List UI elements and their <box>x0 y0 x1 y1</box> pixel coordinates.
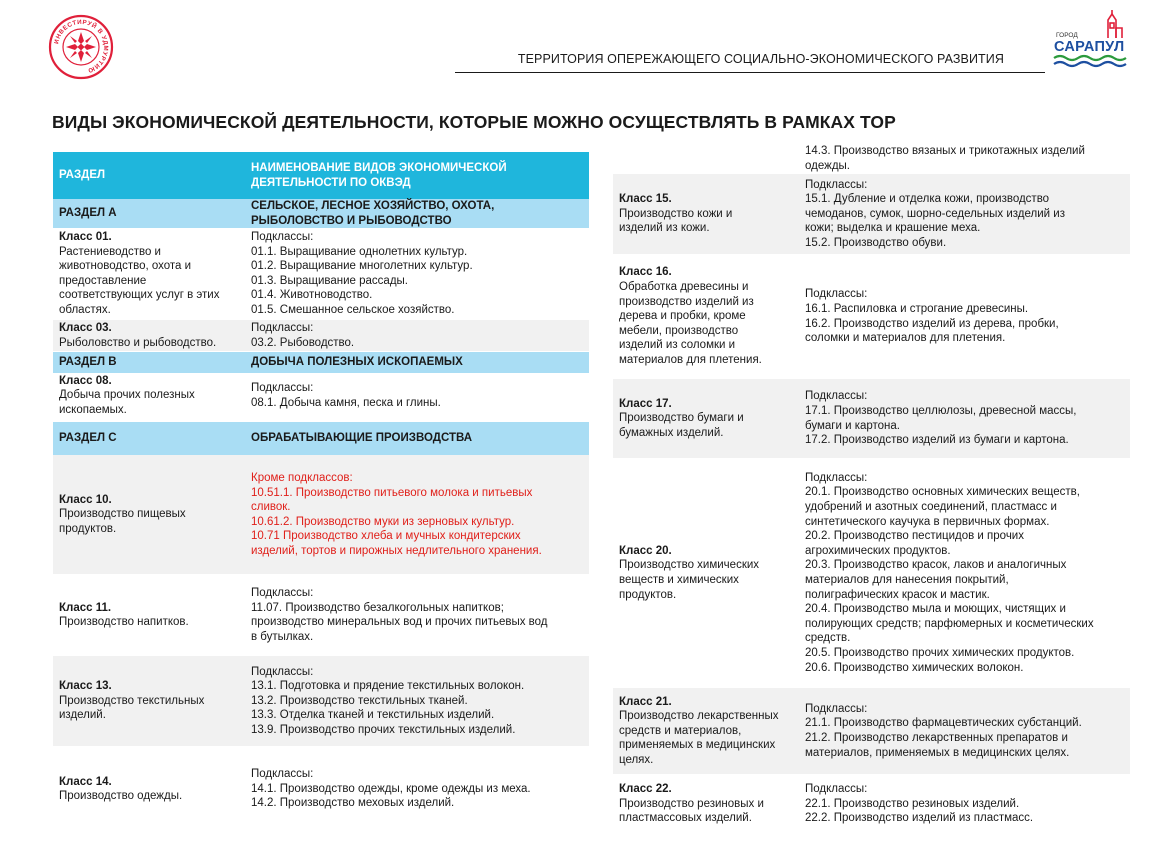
subclass-line: Подклассы: <box>251 322 314 335</box>
logo-small-text: ГОРОД <box>1056 32 1078 39</box>
subclass-line: Подклассы: <box>805 702 868 715</box>
subclass-line: 16.1. Распиловка и строгание древесины. <box>805 302 1029 315</box>
class-description-line: Производство лекарственных <box>619 710 779 723</box>
subclass-line: кожи; выделка и крашение меха. <box>805 222 981 235</box>
subclass-cell <box>245 580 589 653</box>
class-title: Класс 03. <box>59 322 112 335</box>
section-name-line: РЫБОЛОВСТВО И РЫБОВОДСТВО <box>251 214 452 227</box>
subclass-cell <box>245 228 589 320</box>
class-description-line: материалов для плетения. <box>619 353 762 366</box>
class-description-line: Производство бумаги и <box>619 412 744 425</box>
class-cell <box>53 580 245 653</box>
subclass-cell <box>245 373 589 420</box>
class-row <box>53 455 589 577</box>
class-description-line: Производство кожи и <box>619 207 733 220</box>
class-cell <box>613 688 799 776</box>
header-divider <box>455 72 1045 73</box>
class-row <box>613 778 1130 830</box>
subclass-line: Подклассы: <box>251 768 314 781</box>
subclass-line: 17.2. Производство изделий из бумаги и картона. <box>805 434 1069 447</box>
emblem-ring-text: ИНВЕСТИРУЙ В УДМУРТИЮ <box>53 18 110 74</box>
subclass-line: 10.51.1. Производство питьевого молока и питьевых <box>251 486 533 499</box>
invest-udmurtia-emblem-icon <box>48 14 114 80</box>
class-description-line: Обработка древесины и <box>619 281 749 294</box>
class-row <box>613 174 1130 256</box>
subclass-line: 20.3. Производство красок, лаков и аналогичных <box>805 559 1067 572</box>
class-description-line: пластмассовых изделий. <box>619 812 752 825</box>
class-title: Класс 22. <box>619 783 672 796</box>
subclass-cell <box>245 752 589 826</box>
class-cell <box>53 752 245 826</box>
subclass-line: 20.1. Производство основных химических веществ, <box>805 486 1080 499</box>
class-row <box>613 144 1130 174</box>
class-title: Класс 08. <box>59 374 112 387</box>
subclass-line: 13.2. Производство текстильных тканей. <box>251 694 468 707</box>
subclass-line: Кроме подклассов: <box>251 471 353 484</box>
class-cell <box>613 778 799 830</box>
class-title: Класс 17. <box>619 397 672 410</box>
section-name <box>245 199 589 228</box>
sarapul-city-logo-icon <box>1050 8 1132 74</box>
class-description-line: Производство текстильных <box>59 694 205 707</box>
class-description-line: животноводство, охота и <box>59 260 192 273</box>
subclass-line: Подклассы: <box>805 178 868 191</box>
class-row <box>613 462 1130 686</box>
class-title: Класс 15. <box>619 193 672 206</box>
subclass-cell <box>245 455 589 577</box>
class-description-line: применяемых в медицинских <box>619 739 776 752</box>
subclass-line: Подклассы: <box>251 382 314 395</box>
subclass-line: 08.1. Добыча камня, песка и глины. <box>251 396 441 409</box>
class-description-line: продуктов. <box>59 522 117 535</box>
subclass-line: 20.5. Производство прочих химических продуктов. <box>805 646 1075 659</box>
subclass-line: 21.1. Производство фармацевтических субстанций. <box>805 717 1082 730</box>
class-title: Класс 16. <box>619 266 672 279</box>
class-title: Класс 01. <box>59 230 112 243</box>
class-description-line: Рыболовство и рыбоводство. <box>59 336 217 349</box>
subclass-line: Подклассы: <box>251 665 314 678</box>
header-subtitle: ТЕРРИТОРИЯ ОПЕРЕЖАЮЩЕГО СОЦИАЛЬНО-ЭКОНОМИЧЕСКОГО РАЗВИТИЯ <box>517 52 1004 66</box>
section-code: РАЗДЕЛ С <box>53 422 245 455</box>
subclass-line: Подклассы: <box>251 230 314 243</box>
subclass-cell <box>799 462 1130 686</box>
subclass-line: 20.2. Производство пестицидов и прочих <box>805 530 1024 543</box>
subclass-line: средств. <box>805 632 851 645</box>
class-title: Класс 13. <box>59 680 112 693</box>
class-description-line: Растениеводство и <box>59 245 161 258</box>
subclass-line: материалов, применяемых в медицинских целях. <box>805 746 1070 759</box>
subclass-line: Подклассы: <box>805 471 868 484</box>
subclass-line: 17.1. Производство целлюлозы, древесной массы, <box>805 404 1077 417</box>
class-description-line: производство изделий из <box>619 295 754 308</box>
class-description-line: изделий из соломки и <box>619 339 736 352</box>
sarapul-logo <box>1050 8 1132 74</box>
class-cell <box>53 373 245 420</box>
right-activity-table <box>613 144 1130 830</box>
section-row <box>53 352 589 373</box>
section-name-line: ОБРАБАТЫВАЮЩИЕ ПРОИЗВОДСТВА <box>251 432 473 445</box>
class-description-line: изделий из кожи. <box>619 222 710 235</box>
subclass-cell <box>799 258 1130 377</box>
class-description-line: дерева и пробки, кроме <box>619 310 746 323</box>
section-name <box>245 422 589 455</box>
subclass-line: производство минеральных вод и прочих питьевых вод <box>251 616 548 629</box>
section-row <box>53 422 589 455</box>
class-description-line: ископаемых. <box>59 403 127 416</box>
class-row <box>613 688 1130 776</box>
subclass-cell <box>245 320 589 352</box>
subclass-line: удобрений и азотных соединений, пластмасс и <box>805 501 1057 514</box>
logo-city-name: САРАПУЛ <box>1054 39 1125 55</box>
class-row <box>53 228 589 320</box>
class-title: Класс 21. <box>619 695 672 708</box>
subclass-line: полиграфических красок и мастик. <box>805 588 990 601</box>
class-title: Класс 11. <box>59 601 112 614</box>
subclass-line: чемоданов, сумок, шорно-седельных изделий из <box>805 207 1065 220</box>
subclass-line: 01.5. Смешанное сельское хозяйство. <box>251 303 455 316</box>
column-header-section: РАЗДЕЛ <box>53 152 245 199</box>
class-description-line: Производство пищевых <box>59 508 186 521</box>
subclass-line: 22.1. Производство резиновых изделий. <box>805 797 1020 810</box>
class-cell <box>53 656 245 749</box>
class-row <box>53 580 589 653</box>
class-cell <box>613 462 799 686</box>
subclass-line: 14.3. Производство вязаных и трикотажных изделий <box>805 145 1085 158</box>
class-cell <box>53 455 245 577</box>
invest-udmurtia-logo <box>48 14 114 80</box>
subclass-line: Подклассы: <box>805 783 868 796</box>
section-code: РАЗДЕЛ А <box>53 199 245 228</box>
class-row <box>53 656 589 749</box>
class-cell <box>613 144 799 174</box>
class-description-line: предоставление <box>59 274 147 287</box>
subclass-cell <box>799 778 1130 830</box>
class-row <box>53 373 589 420</box>
class-title: Класс 10. <box>59 493 112 506</box>
subclass-line: сливок. <box>251 501 291 514</box>
subclass-line: 15.1. Дубление и отделка кожи, производство <box>805 193 1050 206</box>
class-title: Класс 14. <box>59 775 112 788</box>
class-description-line: Производство химических <box>619 559 760 572</box>
section-name-line: НАИМЕНОВАНИЕ ВИДОВ ЭКОНОМИЧЕСКОЙ <box>251 161 507 174</box>
class-description-line: веществ и химических <box>619 574 739 586</box>
class-description-line: Добыча прочих полезных <box>59 389 195 402</box>
subclass-line: 10.71 Производство хлеба и мучных кондитерских <box>251 530 521 543</box>
column-header-name <box>245 152 589 199</box>
class-cell <box>613 379 799 460</box>
subclass-line: 03.2. Рыбоводство. <box>251 336 355 349</box>
subclass-line: 01.3. Выращивание рассады. <box>251 274 408 287</box>
subclass-line: полирующих средств; парфюмерных и косметических <box>805 617 1094 630</box>
subclass-line: 01.2. Выращивание многолетних культур. <box>251 260 473 273</box>
subclass-line: 20.4. Производство мыла и моющих, чистящих и <box>805 603 1066 616</box>
class-description-line: целях. <box>619 753 654 766</box>
section-name-line: СЕЛЬСКОЕ, ЛЕСНОЕ ХОЗЯЙСТВО, ОХОТА, <box>251 200 495 212</box>
subclass-line: Подклассы: <box>805 390 868 403</box>
subclass-line: 01.4. Животноводство. <box>251 289 373 302</box>
subclass-line: агрохимических продуктов. <box>805 544 951 557</box>
subclass-cell <box>799 688 1130 776</box>
class-description-line: Производство напитков. <box>59 616 189 629</box>
subclass-line: 11.07. Производство безалкогольных напитков; <box>251 601 504 614</box>
page-title: ВИДЫ ЭКОНОМИЧЕСКОЙ ДЕЯТЕЛЬНОСТИ, КОТОРЫЕ МОЖНО ОСУЩЕСТВЛЯТЬ В РАМКАХ ТОР <box>52 112 896 132</box>
section-name-line: ДЕЯТЕЛЬНОСТИ ПО ОКВЭД <box>251 176 411 189</box>
subclass-line: 14.1. Производство одежды, кроме одежды из меха. <box>251 782 531 795</box>
subclass-line: 13.9. Производство прочих текстильных изделий. <box>251 724 516 737</box>
class-cell <box>53 320 245 352</box>
section-name-line: ДОБЫЧА ПОЛЕЗНЫХ ИСКОПАЕМЫХ <box>251 356 463 369</box>
class-row <box>53 752 589 826</box>
section-code: РАЗДЕЛ В <box>53 352 245 373</box>
class-description-line: соответствующих услуг в этих <box>59 289 220 302</box>
class-description-line: областях. <box>59 303 111 316</box>
subclass-line: 16.2. Производство изделий из дерева, пробки, <box>805 317 1059 330</box>
subclass-line: Подклассы: <box>251 587 314 599</box>
subclass-line: 13.1. Подготовка и прядение текстильных волокон. <box>251 680 525 693</box>
class-description-line: Производство одежды. <box>59 790 183 803</box>
subclass-line: в бутылках. <box>251 630 314 643</box>
subclass-line: 21.2. Производство лекарственных препаратов и <box>805 732 1068 744</box>
class-cell <box>53 228 245 320</box>
class-row <box>613 379 1130 460</box>
subclass-cell <box>799 144 1130 174</box>
class-description-line: средств и материалов, <box>619 724 742 737</box>
subclass-line: 10.61.2. Производство муки из зерновых культур. <box>251 515 515 528</box>
subclass-cell <box>799 174 1130 256</box>
section-name <box>245 352 589 373</box>
class-row <box>613 258 1130 377</box>
class-title: Класс 20. <box>619 544 672 557</box>
subclass-cell <box>245 656 589 749</box>
subclass-line: соломки и материалов для плетения. <box>805 332 1006 345</box>
class-cell <box>613 258 799 377</box>
subclass-line: 01.1. Выращивание однолетних культур. <box>251 245 468 258</box>
class-description-line: изделий. <box>59 709 106 722</box>
class-description-line: продуктов. <box>619 588 677 601</box>
subclass-line: изделий, тортов и пирожных недлительного хранения. <box>251 544 542 557</box>
subclass-line: 14.2. Производство меховых изделий. <box>251 797 455 810</box>
class-cell <box>613 174 799 256</box>
subclass-line: 20.6. Производство химических волокон. <box>805 661 1024 674</box>
subclass-line: материалов для нанесения покрытий, <box>805 574 1009 586</box>
class-description-line: бумажных изделий. <box>619 426 724 439</box>
table-header-row <box>53 152 589 199</box>
subclass-line: Подклассы: <box>805 288 868 301</box>
subclass-line: синтетического каучука в первичных формах. <box>805 515 1050 528</box>
subclass-line: 13.3. Отделка тканей и текстильных изделий. <box>251 709 495 722</box>
subclass-cell <box>799 379 1130 460</box>
section-row <box>53 199 589 228</box>
subclass-line: 22.2. Производство изделий из пластмасс. <box>805 812 1034 825</box>
class-description-line: Производство резиновых и <box>619 797 764 810</box>
class-row <box>53 320 589 352</box>
class-description-line: мебели, производство <box>619 324 739 337</box>
subclass-line: 15.2. Производство обуви. <box>805 236 947 249</box>
subclass-line: бумаги и картона. <box>805 419 900 432</box>
left-activity-table <box>53 152 589 826</box>
subclass-line: одежды. <box>805 160 850 172</box>
